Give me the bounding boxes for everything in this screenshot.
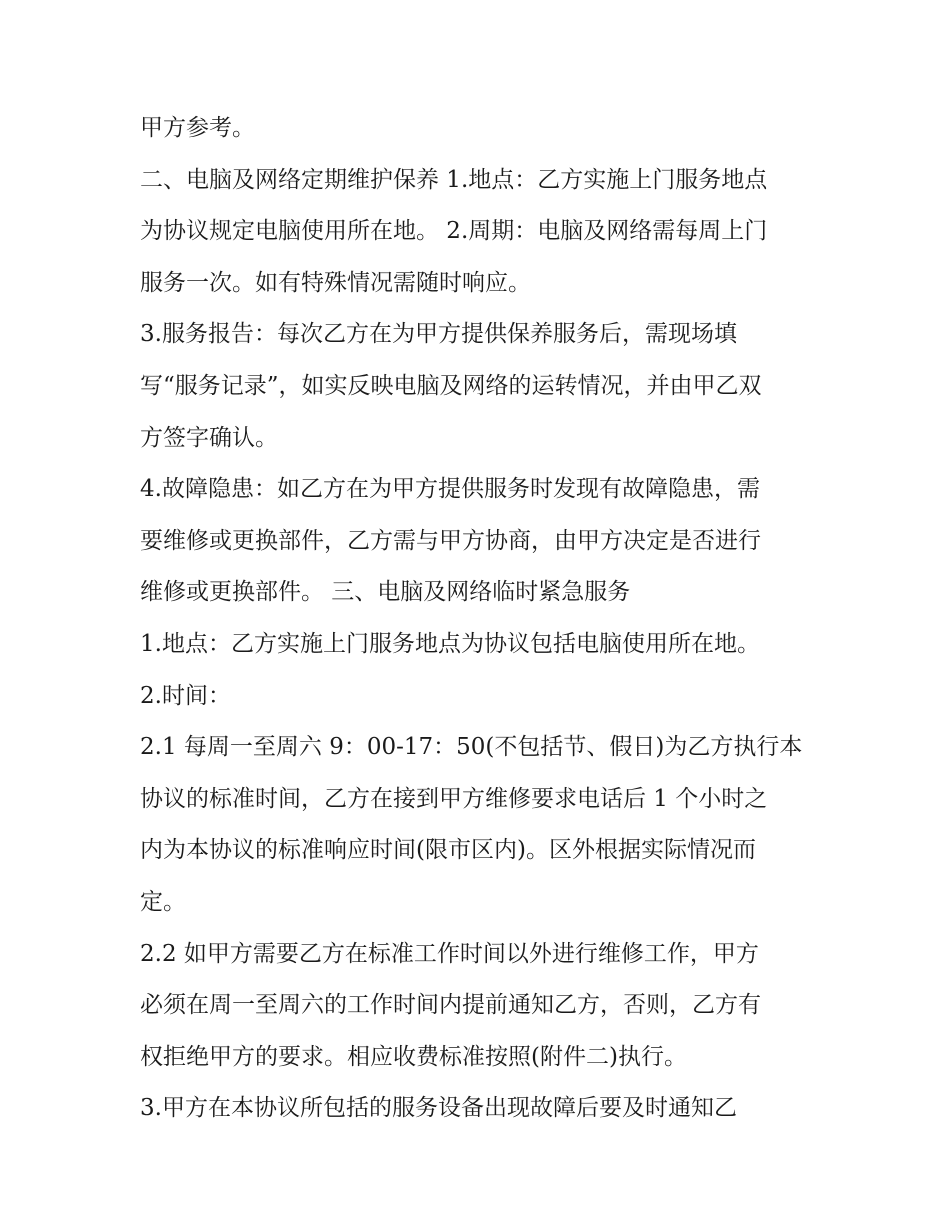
text-line: 4.故障隐患：如乙方在为甲方提供服务时发现有故障隐患，需	[140, 476, 760, 503]
text-line: 二、电脑及网络定期维护保养 1.地点：乙方实施上门服务地点	[140, 166, 768, 193]
text-line: 权拒绝甲方的要求。相应收费标准按照(附件二)执行。	[140, 1043, 687, 1070]
text-line: 定。	[140, 888, 186, 915]
document-body	[140, 108, 830, 1140]
text-line: 方签字确认。	[140, 424, 278, 451]
text-line: 2.时间：	[140, 682, 231, 709]
text-line: 2.1 每周一至周六 9：00-17：50(不包括节、假日)为乙方执行本	[140, 734, 803, 761]
text-line: 2.2 如甲方需要乙方在标准工作时间以外进行维修工作，甲方	[140, 940, 759, 967]
text-line: 3.甲方在本协议所包括的服务设备出现故障后要及时通知乙	[140, 1095, 737, 1122]
text-line: 3.服务报告：每次乙方在为甲方提供保养服务后，需现场填	[140, 321, 737, 348]
text-line: 为协议规定电脑使用所在地。 2.周期：电脑及网络需每周上门	[140, 218, 768, 245]
text-line: 1.地点：乙方实施上门服务地点为协议包括电脑使用所在地。	[140, 630, 760, 657]
text-line: 甲方参考。	[140, 115, 255, 141]
text-line: 维修或更换部件。 三、电脑及网络临时紧急服务	[140, 579, 631, 606]
text-line: 协议的标准时间，乙方在接到甲方维修要求电话后 1 个小时之	[140, 785, 768, 812]
text-line: 必须在周一至周六的工作时间内提前通知乙方，否则，乙方有	[140, 992, 761, 1019]
text-line: 内为本协议的标准响应时间(限市区内)。区外根据实际情况而	[140, 837, 756, 864]
text-line: 写“服务记录”，如实反映电脑及网络的运转情况，并由甲乙双	[140, 372, 762, 399]
text-line: 服务一次。如有特殊情况需随时响应。	[140, 269, 531, 296]
text-line: 要维修或更换部件，乙方需与甲方协商，由甲方决定是否进行	[140, 527, 761, 554]
